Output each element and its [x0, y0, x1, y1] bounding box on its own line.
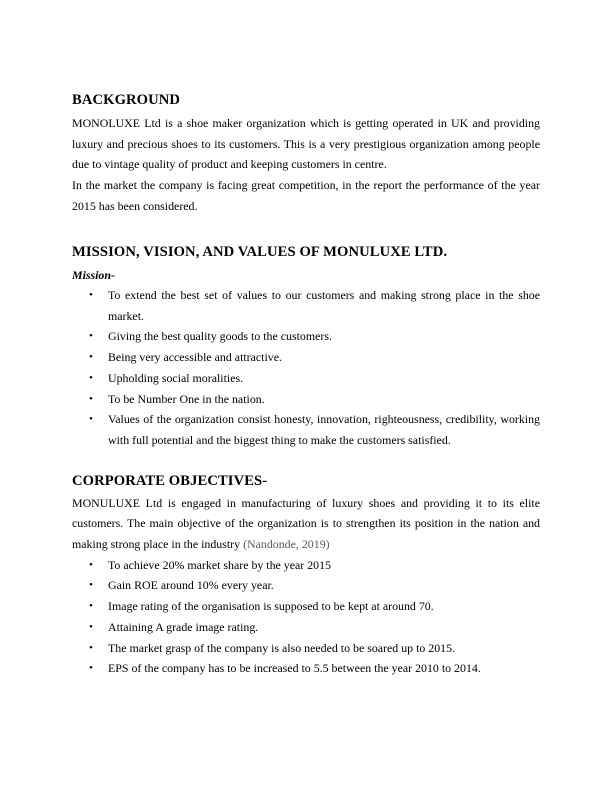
list-item: [72, 555, 540, 576]
mission-list: [72, 285, 540, 451]
list-item-text: The market grasp of the company is also needed to be soared up to 2015.: [108, 640, 456, 655]
list-item: [72, 575, 540, 596]
bullet-icon: •: [89, 579, 93, 592]
bullet-icon: •: [89, 620, 93, 633]
list-item: [72, 347, 540, 368]
bullet-icon: •: [89, 600, 93, 613]
list-item-text: To achieve 20% market share by the year 2015: [108, 557, 332, 572]
list-item: [72, 658, 540, 679]
objectives-paragraph: [72, 493, 540, 555]
bullet-icon: •: [89, 351, 93, 364]
list-item-text: EPS of the company has to be increased to 5.5 between the year 2010 to 2014.: [108, 661, 481, 676]
bullet-icon: •: [89, 413, 93, 426]
objectives-paragraph-text: MONULUXE Ltd is engaged in manufacturing of luxury shoes and providing it to its elite customers. The main objective of the organization is to strengthen its position in the nation and making strong place in the industry: [72, 495, 540, 552]
bullet-icon: •: [89, 662, 93, 675]
list-item: [72, 389, 540, 410]
list-item-text: To extend the best set of values to our customers and making strong place in the shoe market.: [108, 288, 540, 323]
list-item: [72, 596, 540, 617]
bullet-icon: •: [89, 330, 93, 343]
list-item-text: Upholding social moralities.: [108, 370, 244, 385]
bullet-icon: •: [89, 289, 93, 302]
list-item-text: Giving the best quality goods to the customers.: [108, 329, 332, 344]
bullet-icon: •: [89, 641, 93, 654]
mission-sublabel: Mission-: [72, 267, 115, 282]
list-item-text: Image rating of the organisation is supposed to be kept at around 70.: [108, 599, 434, 614]
document-page: [72, 90, 540, 679]
citation: (Nandonde, 2019): [243, 537, 330, 552]
bullet-icon: •: [89, 371, 93, 384]
list-item: [72, 617, 540, 638]
list-item-text: Values of the organization consist honesty, innovation, righteousness, credibility, working with full potential and the biggest thing to make the customers satisfied.: [108, 412, 540, 447]
bullet-icon: •: [89, 392, 93, 405]
list-item: [72, 368, 540, 389]
list-item-text: Attaining A grade image rating.: [108, 619, 259, 634]
list-item-text: To be Number One in the nation.: [108, 391, 265, 406]
list-item: [72, 409, 540, 450]
objectives-heading: CORPORATE OBJECTIVES-: [72, 472, 268, 489]
background-paragraph-1: MONOLUXE Ltd is a shoe maker organization which is getting operated in UK and providing luxury and precious shoes to its customers. This is a very prestigious organization among people due to vintage quality of product and keeping customers in centre.: [72, 116, 540, 172]
list-item-text: Being very accessible and attractive.: [108, 350, 282, 365]
list-item: [72, 326, 540, 347]
bullet-icon: •: [89, 558, 93, 571]
background-heading: BACKGROUND: [72, 92, 181, 108]
background-paragraph-2: In the market the company is facing great competition, in the report the performance of the year 2015 has been considered.: [72, 178, 540, 213]
list-item: [72, 638, 540, 659]
list-item-text: Gain ROE around 10% every year.: [108, 578, 274, 593]
list-item: [72, 285, 540, 326]
objectives-list: [72, 555, 540, 679]
mission-heading: MISSION, VISION, AND VALUES OF MONULUXE LTD.: [72, 243, 448, 260]
